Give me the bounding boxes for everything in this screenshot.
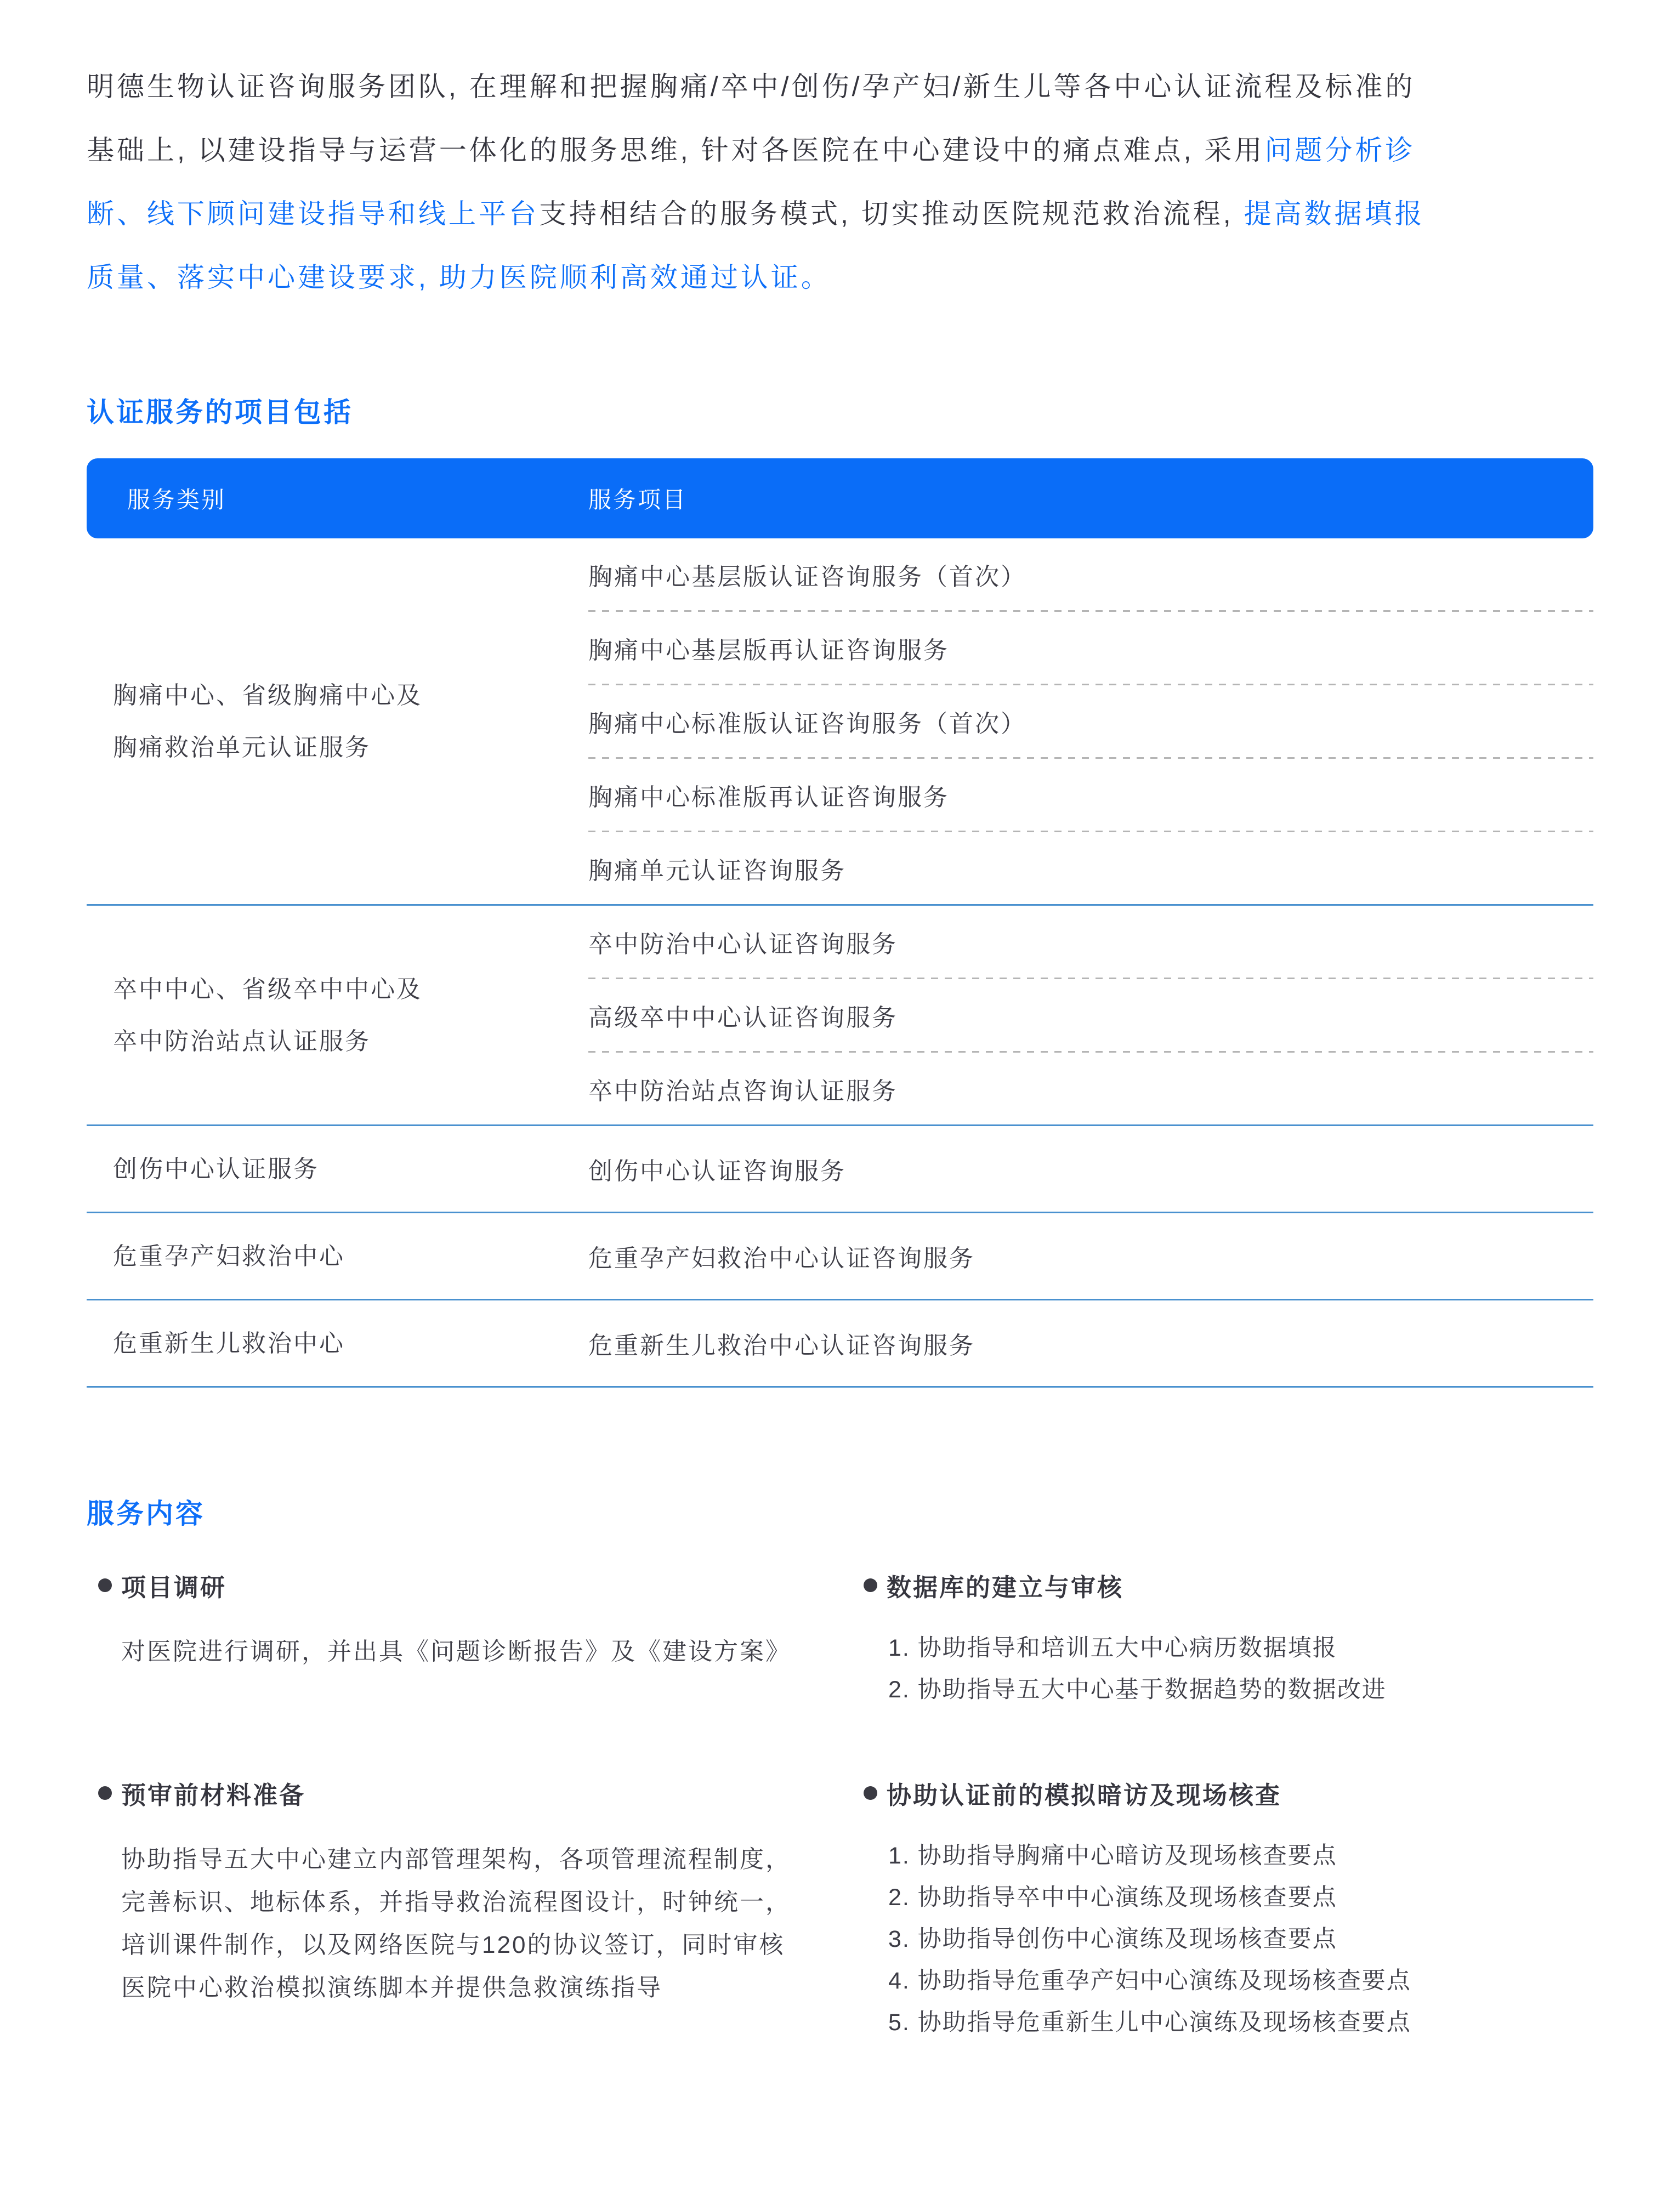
intro-line: [87, 246, 1593, 309]
list-item: 2. 协助指导五大中心基于数据趋势的数据改进: [888, 1677, 1387, 1703]
section-heading-certification-projects: 认证服务的项目包括: [87, 397, 353, 428]
bullet-dot-icon: [864, 1578, 877, 1592]
items-cell: [588, 1300, 1593, 1386]
service-body-text: 对医院进行调研，并出具《问题诊断报告》及《建设方案》: [121, 1638, 791, 1665]
bullet-dot-icon: [98, 1786, 112, 1800]
column-header-service-category: 服务类别: [127, 487, 226, 513]
table-row: [588, 1213, 1593, 1299]
certification-services-table: [87, 458, 1593, 1388]
service-item-text: 胸痛中心标准版认证咨询服务（首次）: [588, 710, 1026, 737]
service-block-title: [87, 1567, 852, 1603]
intro-line: [87, 118, 1593, 182]
items-cell: [588, 1126, 1593, 1212]
intro-paragraph: [87, 0, 1593, 309]
section-heading-service-content: 服务内容: [87, 1498, 205, 1529]
service-item-text: 危重孕产妇救治中心认证咨询服务: [588, 1245, 975, 1272]
table-row: [588, 685, 1593, 757]
service-numbered-list: [888, 1627, 1593, 1711]
table-row: [588, 832, 1593, 904]
service-block-body: [121, 1838, 852, 2009]
list-item: 2. 协助指导卒中中心演练及现场核查要点: [888, 1884, 1337, 1911]
items-cell: [588, 906, 1593, 1124]
service-content-grid: [87, 1567, 1593, 2043]
category-cell: [87, 906, 588, 1124]
category-text: 危重新生儿救治中心: [113, 1330, 345, 1357]
intro-text: 支持相结合的服务模式, 切实推动医院规范救治流程,: [539, 198, 1244, 229]
service-block-title: [852, 1775, 1593, 1811]
service-body-text: 培训课件制作，以及网络医院与120的协议签订，同时审核: [121, 1931, 785, 1958]
table-row: [588, 538, 1593, 610]
list-item: 4. 协助指导危重孕产妇中心演练及现场核查要点: [888, 1968, 1411, 1994]
intro-text: 明德生物认证咨询服务团队, 在理解和把握胸痛/卒中/创伤/孕产妇/新生儿等各中心认证流程及标准的: [87, 71, 1416, 102]
items-cell: [588, 1213, 1593, 1299]
table-row: [588, 612, 1593, 684]
service-block-title-text: 数据库的建立与审核: [887, 1573, 1124, 1601]
intro-highlight: 提高数据填报: [1244, 198, 1425, 229]
service-item-text: 胸痛中心标准版再认证咨询服务: [588, 783, 949, 811]
service-block-title-text: 协助认证前的模拟暗访及现场核查: [887, 1781, 1282, 1809]
category-text: 危重孕产妇救治中心: [113, 1242, 345, 1270]
list-item: 3. 协助指导创伤中心演练及现场核查要点: [888, 1926, 1337, 1952]
table-row: [588, 1300, 1593, 1386]
service-block-material-preparation: [87, 1775, 852, 2043]
table-group-critical-maternity: [87, 1213, 1593, 1300]
category-text: 胸痛救治单元认证服务: [113, 734, 371, 761]
service-numbered-list: [888, 1835, 1593, 2043]
service-block-project-research: [87, 1567, 852, 1711]
category-text: 创伤中心认证服务: [113, 1155, 319, 1183]
service-block-title-text: 项目调研: [121, 1573, 227, 1601]
list-item: 1. 协助指导和培训五大中心病历数据填报: [888, 1635, 1337, 1661]
table-row: [588, 979, 1593, 1051]
bullet-dot-icon: [864, 1786, 877, 1800]
table-row: [588, 759, 1593, 831]
list-item: 1. 协助指导胸痛中心暗访及现场核查要点: [888, 1843, 1337, 1869]
service-item-text: 危重新生儿救治中心认证咨询服务: [588, 1332, 975, 1359]
service-item-text: 胸痛中心基层版认证咨询服务（首次）: [588, 563, 1026, 590]
bullet-dot-icon: [98, 1578, 112, 1592]
category-text: 胸痛中心、省级胸痛中心及: [113, 681, 422, 709]
table-header-row: [87, 458, 1593, 538]
intro-line: [87, 182, 1593, 246]
service-block-title: [852, 1567, 1593, 1603]
service-body-text: 医院中心救治模拟演练脚本并提供急救演练指导: [121, 1974, 662, 2001]
category-cell: [87, 1126, 588, 1212]
items-cell: [588, 538, 1593, 904]
intro-highlight: 断、线下顾问建设指导和线上平台: [87, 198, 539, 229]
list-item: 5. 协助指导危重新生儿中心演练及现场核查要点: [888, 2009, 1411, 2036]
category-cell: [87, 538, 588, 904]
table-row: [588, 906, 1593, 978]
table-row: [588, 1053, 1593, 1124]
category-text: 卒中中心、省级卒中中心及: [113, 975, 422, 1003]
intro-line: [87, 55, 1593, 118]
intro-text: 基础上, 以建设指导与运营一体化的服务思维, 针对各医院在中心建设中的痛点难点, 采用: [87, 135, 1265, 166]
intro-highlight: 问题分析诊: [1264, 135, 1416, 166]
category-cell: [87, 1213, 588, 1299]
intro-highlight: 质量、落实中心建设要求, 助力医院顺利高效通过认证。: [87, 262, 831, 293]
service-block-mock-inspection: [852, 1775, 1593, 2043]
category-cell: [87, 1300, 588, 1386]
service-item-text: 创伤中心认证咨询服务: [588, 1158, 846, 1185]
service-block-title: [87, 1775, 852, 1811]
service-item-text: 卒中防治站点咨询认证服务: [588, 1077, 898, 1105]
category-text: 卒中防治站点认证服务: [113, 1027, 371, 1055]
table-group-chest-pain: [87, 538, 1593, 906]
service-body-text: 协助指导五大中心建立内部管理架构，各项管理流程制度，: [121, 1846, 791, 1873]
service-body-text: 完善标识、地标体系，并指导救治流程图设计，时钟统一，: [121, 1889, 791, 1916]
table-group-trauma: [87, 1126, 1593, 1213]
service-block-database-review: [852, 1567, 1593, 1711]
service-block-title-text: 预审前材料准备: [121, 1781, 306, 1809]
table-group-critical-newborn: [87, 1300, 1593, 1388]
table-group-stroke: [87, 906, 1593, 1126]
column-header-service-item: 服务项目: [588, 487, 688, 513]
service-item-text: 胸痛中心基层版再认证咨询服务: [588, 637, 949, 664]
table-row: [588, 1126, 1593, 1212]
service-block-body: [121, 1630, 852, 1673]
service-item-text: 高级卒中中心认证咨询服务: [588, 1004, 898, 1031]
service-item-text: 胸痛单元认证咨询服务: [588, 857, 846, 884]
service-item-text: 卒中防治中心认证咨询服务: [588, 930, 898, 958]
